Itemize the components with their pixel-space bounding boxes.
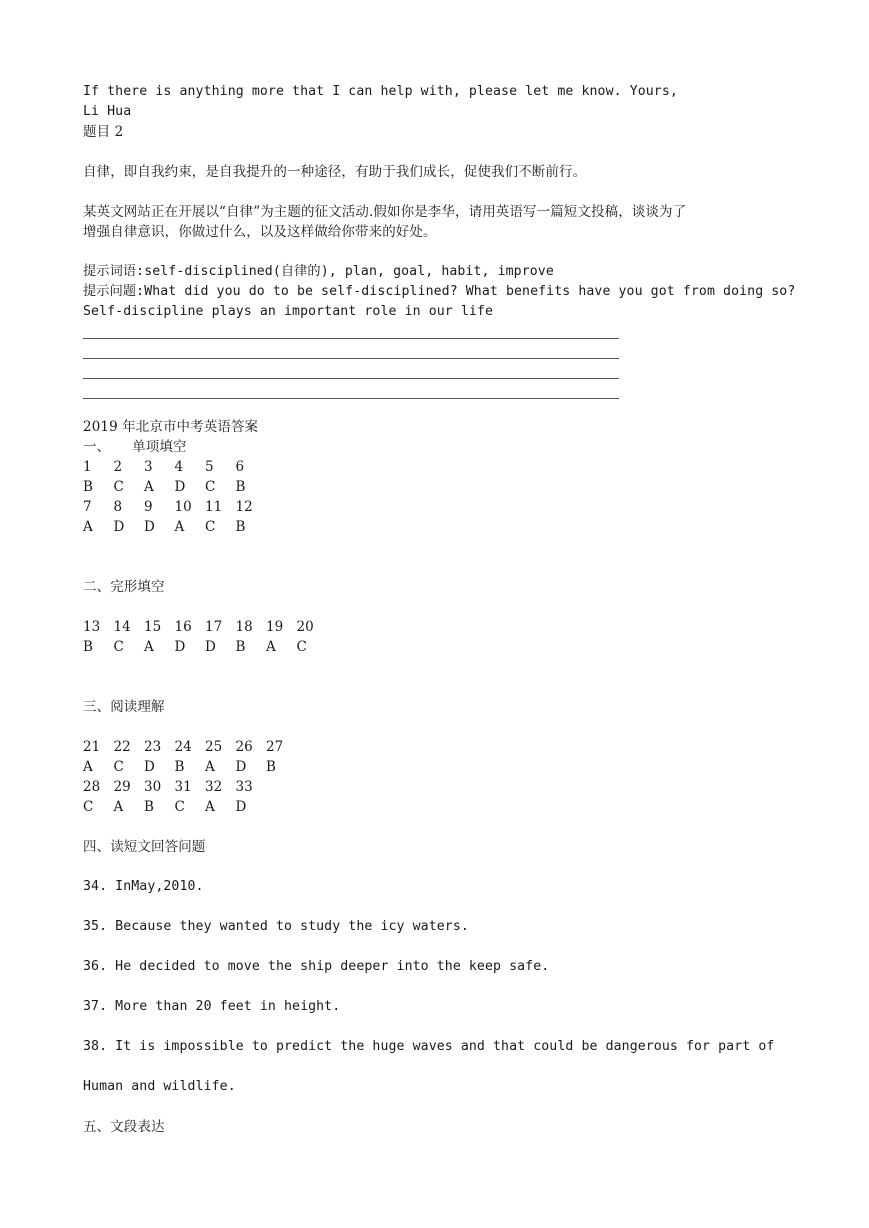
answer-cell: A	[144, 639, 154, 655]
section1-label: 一、 单项填空	[83, 439, 187, 455]
answer-cell: B	[83, 639, 93, 655]
answer-cell: C	[205, 519, 216, 535]
answer-cell: C	[113, 639, 124, 655]
hint-questions: 提示问题:What did you do to be self-disciplined? What benefits have you got from doing so?	[83, 284, 796, 299]
task2-intro: 自律，即自我约束，是自我提升的一种途径，有助于我们成长，促使我们不断前行。	[83, 164, 587, 180]
answer-cell: B	[235, 639, 246, 655]
answer-row	[83, 737, 803, 757]
answer-cell: D	[205, 639, 216, 655]
answer-cell: D	[174, 639, 186, 655]
answer-cell: 19	[266, 619, 284, 635]
answer-cell: B	[174, 759, 185, 775]
answer-cell: 18	[235, 619, 253, 635]
section2-label: 二、完形填空	[83, 579, 165, 595]
answer-cell: C	[113, 479, 124, 495]
answer-34: 34. InMay,2010.	[83, 879, 204, 894]
writing-line	[83, 362, 619, 382]
answer-cell: 3	[144, 459, 153, 475]
hint-words: 提示词语:self-disciplined(自律的), plan, goal, habit, improve	[83, 264, 554, 279]
answer-cell: C	[174, 799, 185, 815]
answer-cell: D	[235, 759, 247, 775]
answer-cell: 16	[174, 619, 192, 635]
answer-row	[83, 637, 803, 657]
answer-cell: A	[144, 479, 154, 495]
answer-cell: C	[83, 799, 94, 815]
answer-row	[83, 777, 803, 797]
answer-cell: D	[113, 519, 125, 535]
answer-cell: 24	[174, 739, 192, 755]
answer-cell: 23	[144, 739, 162, 755]
answer-cell: 8	[113, 499, 123, 515]
answer-cell: 12	[235, 499, 253, 515]
answer-cell: D	[235, 799, 247, 815]
answer-row	[83, 477, 803, 497]
answer-cell: 33	[235, 779, 253, 795]
answer-cell: C	[113, 759, 124, 775]
answer-cell: 4	[174, 459, 184, 475]
answer-cell: 9	[144, 499, 153, 515]
answer-cell: C	[296, 639, 307, 655]
writing-line	[83, 322, 619, 342]
answer-cell: 5	[205, 459, 214, 475]
answer-cell: 25	[205, 739, 223, 755]
answer-cell: A	[205, 759, 215, 775]
answer-cell: 20	[296, 619, 314, 635]
answer-row	[83, 457, 803, 477]
section3-label: 三、阅读理解	[83, 699, 165, 715]
task2-prompt-line2: 增强自律意识，你做过什么，以及这样做给你带来的好处。	[83, 224, 437, 240]
answer-cell: B	[144, 799, 154, 815]
answer-cell: 21	[83, 739, 101, 755]
answer-cell: 30	[144, 779, 162, 795]
answer-cell: 14	[113, 619, 131, 635]
answer-row	[83, 497, 803, 517]
answer-row	[83, 617, 803, 637]
answer-cell: 27	[266, 739, 284, 755]
letter-closing-line: If there is anything more that I can help with, please let me know. Yours,	[83, 84, 678, 99]
answer-38-line2: Human and wildlife.	[83, 1079, 236, 1094]
answer-37: 37. More than 20 feet in height.	[83, 999, 341, 1014]
section4-label: 四、读短文回答问题	[83, 839, 206, 855]
answer-cell: A	[266, 639, 276, 655]
answer-cell: C	[205, 479, 216, 495]
answer-cell: 1	[83, 459, 92, 475]
essay-starter: Self-discipline plays an important role in our life	[83, 304, 494, 319]
section5-label: 五、文段表达	[83, 1119, 165, 1135]
answer-cell: 28	[83, 779, 101, 795]
answer-cell: 7	[83, 499, 92, 515]
answer-cell: A	[83, 519, 93, 535]
answer-cell: A	[205, 799, 215, 815]
answer-row	[83, 797, 803, 817]
answer-cell: 11	[205, 499, 223, 515]
answer-cell: D	[174, 479, 186, 495]
letter-signature: Li Hua	[83, 104, 132, 119]
task2-prompt-line1: 某英文网站正在开展以“自律”为主题的征文活动.假如你是李华，请用英语写一篇短文投稿，谈谈为了	[83, 204, 687, 220]
answer-38-line1: 38. It is impossible to predict the huge waves and that could be dangerous for part of	[83, 1039, 775, 1054]
task2-heading: 题目 2	[83, 124, 124, 140]
document-page	[83, 82, 803, 1137]
answer-cell: B	[266, 759, 276, 775]
answer-cell: B	[235, 519, 246, 535]
answer-cell: A	[83, 759, 93, 775]
answer-cell: B	[83, 479, 93, 495]
answer-cell: A	[174, 519, 185, 535]
writing-line	[83, 342, 619, 362]
answer-cell: 31	[174, 779, 192, 795]
answer-cell: 17	[205, 619, 223, 635]
answer-cell: 6	[235, 459, 245, 475]
answer-cell: 26	[235, 739, 253, 755]
answer-35: 35. Because they wanted to study the icy waters.	[83, 919, 469, 934]
answer-cell: 13	[83, 619, 101, 635]
answer-36: 36. He decided to move the ship deeper into the keep safe.	[83, 959, 550, 974]
answer-cell: 32	[205, 779, 223, 795]
answer-cell: B	[235, 479, 246, 495]
writing-line	[83, 382, 619, 402]
answer-cell: D	[144, 519, 155, 535]
answer-cell: 22	[113, 739, 131, 755]
answer-row	[83, 517, 803, 537]
answers-title: 2019 年北京市中考英语答案	[83, 419, 259, 435]
answer-cell: 2	[113, 459, 123, 475]
answer-row	[83, 757, 803, 777]
answer-cell: 29	[113, 779, 131, 795]
answer-cell: 10	[174, 499, 192, 515]
answer-cell: D	[144, 759, 155, 775]
answer-cell: 15	[144, 619, 162, 635]
answer-cell: A	[113, 799, 124, 815]
